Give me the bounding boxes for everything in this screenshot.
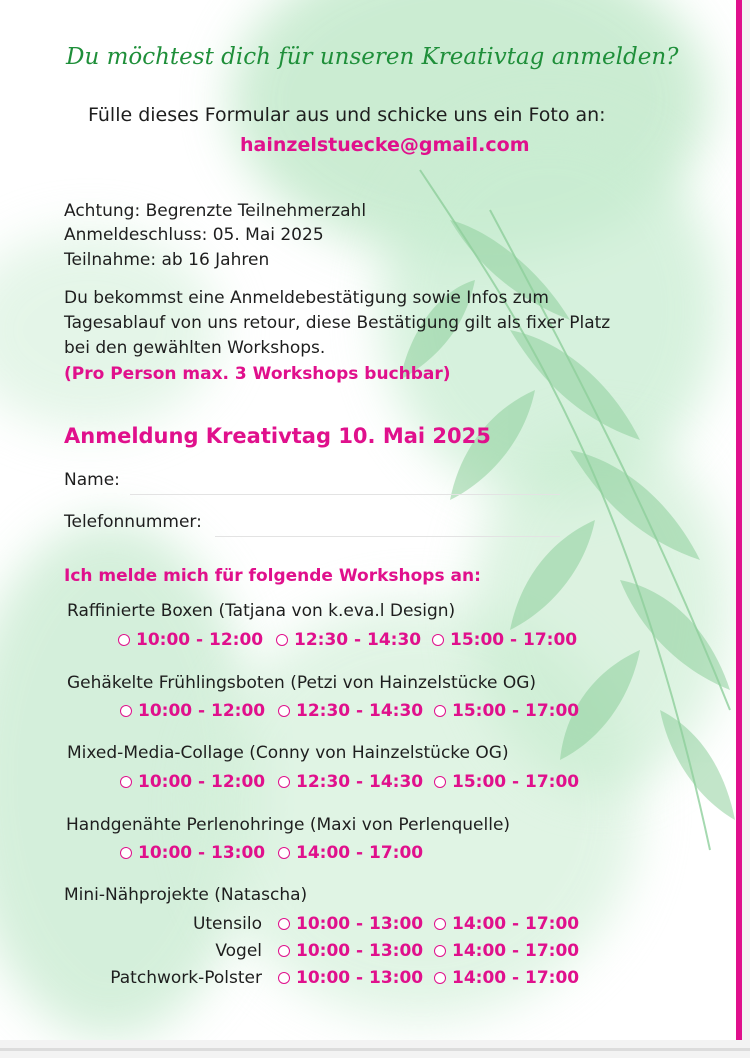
workshop-option[interactable] — [434, 914, 579, 934]
workshop-option[interactable] — [278, 701, 423, 721]
workshop-option[interactable] — [118, 630, 263, 650]
radio-icon[interactable] — [276, 634, 288, 646]
option-time: 14:00 - 17:00 — [452, 968, 580, 988]
option-time: 10:00 - 13:00 — [296, 968, 424, 988]
info-deadline: Anmeldeschluss: 05. Mai 2025 — [64, 225, 324, 245]
radio-icon[interactable] — [432, 634, 444, 646]
subtitle: Fülle dieses Formular aus und schicke uns ein Foto an: — [88, 104, 606, 126]
option-time: 14:00 - 17:00 — [452, 914, 580, 934]
radio-icon[interactable] — [434, 945, 446, 957]
workshop-title: Handgenähte Perlenohringe (Maxi von Perlenquelle) — [66, 815, 511, 835]
radio-icon[interactable] — [434, 776, 446, 788]
option-time: 10:00 - 13:00 — [296, 941, 424, 961]
info-paragraph-line-2: Tagesablauf von uns retour, diese Bestätigung gilt als fixer Platz — [64, 313, 611, 333]
email-link[interactable]: hainzelstuecke@gmail.com — [240, 134, 530, 156]
phone-label: Telefonnummer: — [64, 512, 202, 532]
workshop-option[interactable] — [434, 968, 579, 988]
option-time: 15:00 - 17:00 — [450, 630, 578, 650]
page-divider — [0, 1048, 750, 1051]
workshops-heading: Ich melde mich für folgende Workshops an: — [64, 566, 481, 586]
workshop-title: Raffinierte Boxen (Tatjana von k.eva.l Design) — [67, 601, 456, 621]
form-heading: Anmeldung Kreativtag 10. Mai 2025 — [64, 424, 491, 448]
workshop-option[interactable] — [278, 772, 423, 792]
option-time: 12:30 - 14:30 — [296, 701, 424, 721]
radio-icon[interactable] — [278, 847, 290, 859]
workshop-option[interactable] — [278, 941, 423, 961]
workshop-title: Mini-Nähprojekte (Natascha) — [64, 885, 308, 905]
workshop-option[interactable] — [434, 701, 579, 721]
radio-icon[interactable] — [120, 847, 132, 859]
name-field[interactable] — [130, 494, 560, 495]
radio-icon[interactable] — [278, 776, 290, 788]
option-time: 12:30 - 14:30 — [296, 772, 424, 792]
radio-icon[interactable] — [278, 705, 290, 717]
workshop-option[interactable] — [278, 843, 423, 863]
option-time: 15:00 - 17:00 — [452, 701, 580, 721]
radio-icon[interactable] — [434, 918, 446, 930]
workshop-option[interactable] — [120, 772, 265, 792]
radio-icon[interactable] — [118, 634, 130, 646]
radio-icon[interactable] — [278, 918, 290, 930]
project-label: Patchwork-Polster — [110, 968, 262, 988]
invitation-heading: Du möchtest dich für unseren Kreativtag anmelden? — [66, 44, 679, 70]
workshop-title: Mixed-Media-Collage (Conny von Hainzelstücke OG) — [67, 743, 509, 763]
info-paragraph-line-1: Du bekommst eine Anmeldebestätigung sowie Infos zum — [64, 288, 549, 308]
option-time: 14:00 - 17:00 — [452, 941, 580, 961]
workshop-option[interactable] — [276, 630, 421, 650]
workshop-option[interactable] — [432, 630, 577, 650]
info-limit: Achtung: Begrenzte Teilnehmerzahl — [64, 201, 367, 221]
option-time: 10:00 - 12:00 — [136, 630, 264, 650]
radio-icon[interactable] — [120, 776, 132, 788]
radio-icon[interactable] — [434, 705, 446, 717]
info-paragraph-line-3: bei den gewählten Workshops. — [64, 338, 326, 358]
info-age: Teilnahme: ab 16 Jahren — [64, 250, 270, 270]
workshop-option[interactable] — [120, 701, 265, 721]
workshop-option[interactable] — [120, 843, 265, 863]
radio-icon[interactable] — [278, 972, 290, 984]
option-time: 10:00 - 13:00 — [296, 914, 424, 934]
option-time: 10:00 - 12:00 — [138, 772, 266, 792]
phone-field[interactable] — [215, 536, 560, 537]
option-time: 15:00 - 17:00 — [452, 772, 580, 792]
radio-icon[interactable] — [120, 705, 132, 717]
radio-icon[interactable] — [434, 972, 446, 984]
option-time: 10:00 - 13:00 — [138, 843, 266, 863]
name-label: Name: — [64, 470, 120, 490]
project-label: Vogel — [215, 941, 262, 961]
project-label: Utensilo — [192, 914, 262, 934]
workshop-title: Gehäkelte Frühlingsboten (Petzi von Hainzelstücke OG) — [67, 673, 537, 693]
option-time: 12:30 - 14:30 — [294, 630, 422, 650]
workshop-option[interactable] — [434, 941, 579, 961]
booking-limit-note: (Pro Person max. 3 Workshops buchbar) — [64, 364, 451, 384]
workshop-option[interactable] — [278, 914, 423, 934]
option-time: 14:00 - 17:00 — [296, 843, 424, 863]
radio-icon[interactable] — [278, 945, 290, 957]
option-time: 10:00 - 12:00 — [138, 701, 266, 721]
workshop-option[interactable] — [434, 772, 579, 792]
workshop-option[interactable] — [278, 968, 423, 988]
pink-edge-bar — [736, 0, 742, 1040]
